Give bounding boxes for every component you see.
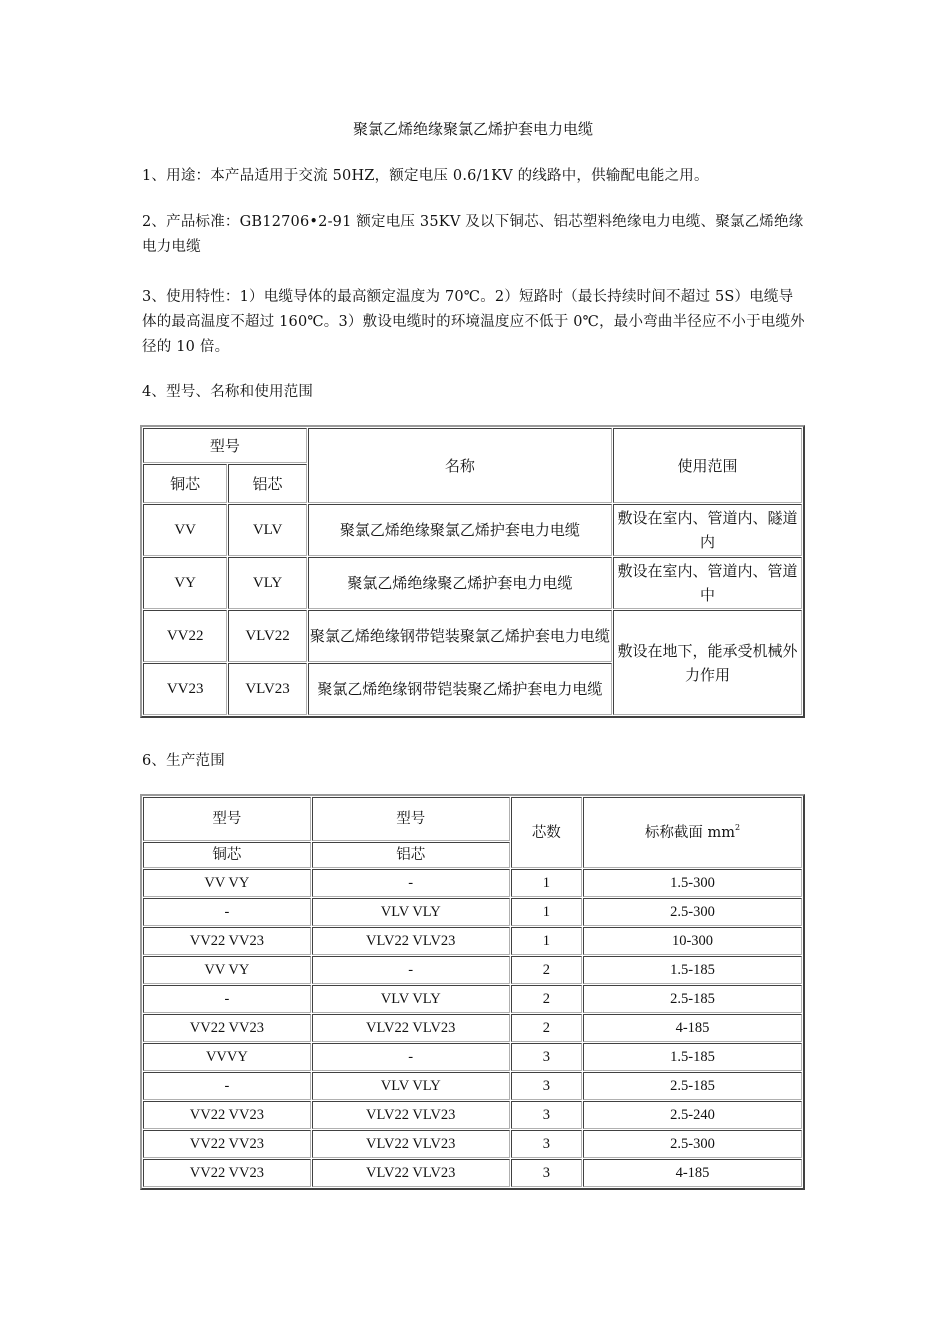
table-row [143, 504, 802, 556]
header-cores: 芯数 [511, 797, 582, 868]
cell-cores: 3 [511, 1130, 582, 1158]
cell-name: 聚氯乙烯绝缘钢带铠装聚乙烯护套电力电缆 [308, 663, 612, 715]
cell-aluminum: VLV VLY [312, 985, 510, 1013]
cell-cores: 2 [511, 985, 582, 1013]
cell-section: 1.5-300 [583, 869, 802, 897]
cell-copper: VY [143, 557, 227, 609]
table-row [143, 1072, 802, 1100]
cell-aluminum: VLV22 VLV23 [312, 1101, 510, 1129]
section-unit-superscript: 2 [734, 822, 741, 832]
cell-section: 10-300 [583, 927, 802, 955]
header-aluminum: 铝芯 [228, 464, 306, 503]
cell-aluminum: VLV22 VLV23 [312, 1014, 510, 1042]
section-6-heading: 6、生产范围 [142, 753, 225, 769]
cell-cores: 2 [511, 956, 582, 984]
cell-cores: 3 [511, 1072, 582, 1100]
cell-scope: 敷设在室内、管道内、管道中 [613, 557, 802, 609]
header-model: 型号 [143, 428, 307, 463]
cell-section: 2.5-300 [583, 898, 802, 926]
cell-copper: VV22 VV23 [143, 1101, 311, 1129]
standard-paragraph: 2、产品标准：GB12706•2-91 额定电压 35KV 及以下铜芯、铝芯塑料绝缘电力电缆、聚氯乙烯绝缘电力电缆 [142, 214, 804, 255]
header-section [583, 797, 802, 868]
cell-aluminum: VLV23 [228, 663, 306, 715]
header-copper: 铜芯 [143, 842, 311, 868]
cell-copper: - [143, 985, 311, 1013]
characteristics-paragraph: 3、使用特性：1）电缆导体的最高额定温度为 70℃。2）短路时（最长持续时间不超过 5S）电缆导体的最高温度不超过 160℃。3）敷设电缆时的环境温度应不低于 0℃，最小弯曲半径应不小于电缆外径的 10 倍。 [142, 289, 805, 355]
table-row [143, 1043, 802, 1071]
cell-scope: 敷设在地下，能承受机械外力作用 [613, 610, 802, 715]
cell-aluminum: VLV22 VLV23 [312, 927, 510, 955]
header-name: 名称 [308, 428, 612, 503]
cell-scope: 敷设在室内、管道内、隧道内 [613, 504, 802, 556]
table-row [143, 610, 802, 662]
cell-name: 聚氯乙烯绝缘聚乙烯护套电力电缆 [308, 557, 612, 609]
cell-copper: VV [143, 504, 227, 556]
cell-cores: 3 [511, 1159, 582, 1187]
table-row [143, 1159, 802, 1187]
cell-copper: VV VY [143, 869, 311, 897]
cell-aluminum: VLV22 VLV23 [312, 1130, 510, 1158]
table-row [143, 1101, 802, 1129]
cell-section: 2.5-185 [583, 985, 802, 1013]
cell-aluminum: VLV22 VLV23 [312, 1159, 510, 1187]
cell-copper: VV22 VV23 [143, 1159, 311, 1187]
header-model: 型号 [312, 797, 510, 841]
cell-section: 2.5-185 [583, 1072, 802, 1100]
usage-paragraph: 1、用途：本产品适用于交流 50HZ，额定电压 0.6/1KV 的线路中，供输配电能之用。 [142, 168, 709, 184]
cell-aluminum: VLY [228, 557, 306, 609]
table-row [143, 985, 802, 1013]
cell-cores: 1 [511, 869, 582, 897]
cell-cores: 3 [511, 1101, 582, 1129]
cell-aluminum: - [312, 956, 510, 984]
cell-section: 4-185 [583, 1014, 802, 1042]
header-model: 型号 [143, 797, 311, 841]
cell-name: 聚氯乙烯绝缘聚氯乙烯护套电力电缆 [308, 504, 612, 556]
table-row [143, 956, 802, 984]
table-row [143, 557, 802, 609]
header-aluminum: 铝芯 [312, 842, 510, 868]
cell-aluminum: VLV VLY [312, 898, 510, 926]
cell-copper: - [143, 1072, 311, 1100]
cell-cores: 2 [511, 1014, 582, 1042]
table-row [143, 869, 802, 897]
cell-aluminum: VLV VLY [312, 1072, 510, 1100]
cell-section: 4-185 [583, 1159, 802, 1187]
cell-section: 1.5-185 [583, 1043, 802, 1071]
table-row [143, 1130, 802, 1158]
table-row [143, 898, 802, 926]
cell-copper: - [143, 898, 311, 926]
cell-name: 聚氯乙烯绝缘钢带铠装聚氯乙烯护套电力电缆 [308, 610, 612, 662]
cell-aluminum: - [312, 869, 510, 897]
production-range-table [140, 794, 805, 1190]
document-title: 聚氯乙烯绝缘聚氯乙烯护套电力电缆 [352, 120, 593, 138]
cell-cores: 1 [511, 927, 582, 955]
header-copper: 铜芯 [143, 464, 227, 503]
cell-copper: VV22 VV23 [143, 1130, 311, 1158]
cell-cores: 3 [511, 1043, 582, 1071]
cell-copper: VV VY [143, 956, 311, 984]
table-row [143, 1014, 802, 1042]
cell-section: 2.5-300 [583, 1130, 802, 1158]
cell-aluminum: VLV [228, 504, 306, 556]
section-4-heading: 4、型号、名称和使用范围 [142, 384, 314, 400]
cell-cores: 1 [511, 898, 582, 926]
cell-section: 1.5-185 [583, 956, 802, 984]
header-scope: 使用范围 [613, 428, 802, 503]
model-name-scope-table [140, 425, 805, 718]
cell-copper: VV23 [143, 663, 227, 715]
table-row [143, 927, 802, 955]
cell-section: 2.5-240 [583, 1101, 802, 1129]
cell-copper: VV22 VV23 [143, 1014, 311, 1042]
cell-copper: VVVY [143, 1043, 311, 1071]
cell-aluminum: - [312, 1043, 510, 1071]
cell-aluminum: VLV22 [228, 610, 306, 662]
section-label: 标称截面 mm [644, 824, 735, 841]
cell-copper: VV22 VV23 [143, 927, 311, 955]
cell-copper: VV22 [143, 610, 227, 662]
